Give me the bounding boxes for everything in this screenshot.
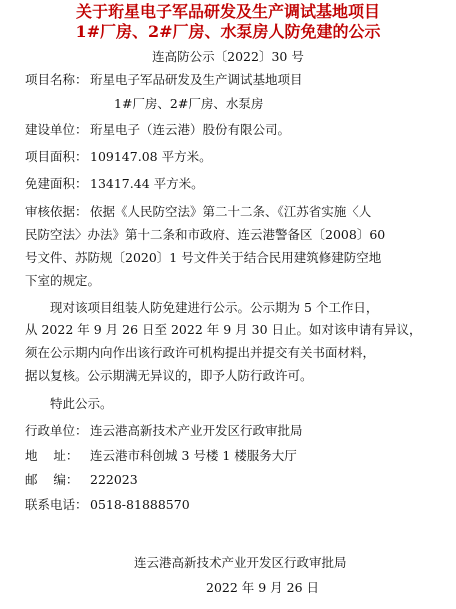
- basis-line-3: 号文件、苏防规〔2020〕1 号文件关于结合民用建筑修建防空地: [25, 250, 382, 265]
- area-label: 项目面积：: [25, 149, 88, 164]
- paragraph-line-4: 据以复核。公示期满无异议的，即予人防行政许可。: [25, 368, 313, 383]
- exempt-area-value: 13417.44 平方米。: [90, 176, 204, 191]
- postcode-value: 222023: [90, 472, 138, 487]
- address-label: 地 址：: [25, 448, 79, 463]
- paragraph-line-2: 从 2022 年 9 月 26 日至 2022 年 9 月 30 日止。如对该申请有异议，: [25, 322, 422, 337]
- signature-date: 2022 年 9 月 26 日: [206, 580, 320, 595]
- phone-value: 0518-81888570: [90, 497, 190, 512]
- phone-label: 联系电话：: [25, 497, 88, 512]
- basis-line-2: 民防空法〉办法》第十二条和市政府、连云港警备区〔2008〕60: [25, 227, 386, 242]
- address-value: 连云港市科创城 3 号楼 1 楼服务大厅: [90, 448, 297, 463]
- area-value: 109147.08 平方米。: [90, 149, 212, 164]
- unit-label: 行政单位：: [25, 423, 88, 438]
- basis-line-4: 下室的规定。: [25, 273, 101, 288]
- project-name-value-1: 珩星电子军品研发及生产调试基地项目: [90, 72, 303, 87]
- basis-line-1: 依据《人民防空法》第二十二条、《江苏省实施〈人: [90, 204, 372, 219]
- paragraph-line-1: 现对该项目组装人防免建进行公示。公示期为 5 个工作日，: [50, 300, 379, 315]
- signature-org: 连云港高新技术产业开发区行政审批局: [134, 555, 347, 570]
- exempt-area-label: 免建面积：: [25, 176, 88, 191]
- postcode-label: 邮 编：: [25, 472, 79, 487]
- paragraph-line-3: 须在公示期内向作出该行政许可机构提出并提交有关书面材料，: [25, 345, 376, 360]
- document-number: 连高防公示〔2022〕30 号: [152, 49, 304, 64]
- builder-value: 珩星电子（连云港）股份有限公司。: [90, 122, 291, 137]
- notice-text: 特此公示。: [50, 396, 113, 411]
- basis-label: 审核依据：: [25, 204, 88, 219]
- title-line-2: 1#厂房、2#厂房、水泵房人防免建的公示: [75, 22, 381, 41]
- unit-value: 连云港高新技术产业开发区行政审批局: [90, 423, 303, 438]
- project-name-label: 项目名称：: [25, 72, 88, 87]
- title-line-1: 关于珩星电子军品研发及生产调试基地项目: [75, 2, 380, 21]
- project-name-value-2: 1#厂房、2#厂房、水泵房: [114, 96, 264, 111]
- builder-label: 建设单位：: [25, 122, 88, 137]
